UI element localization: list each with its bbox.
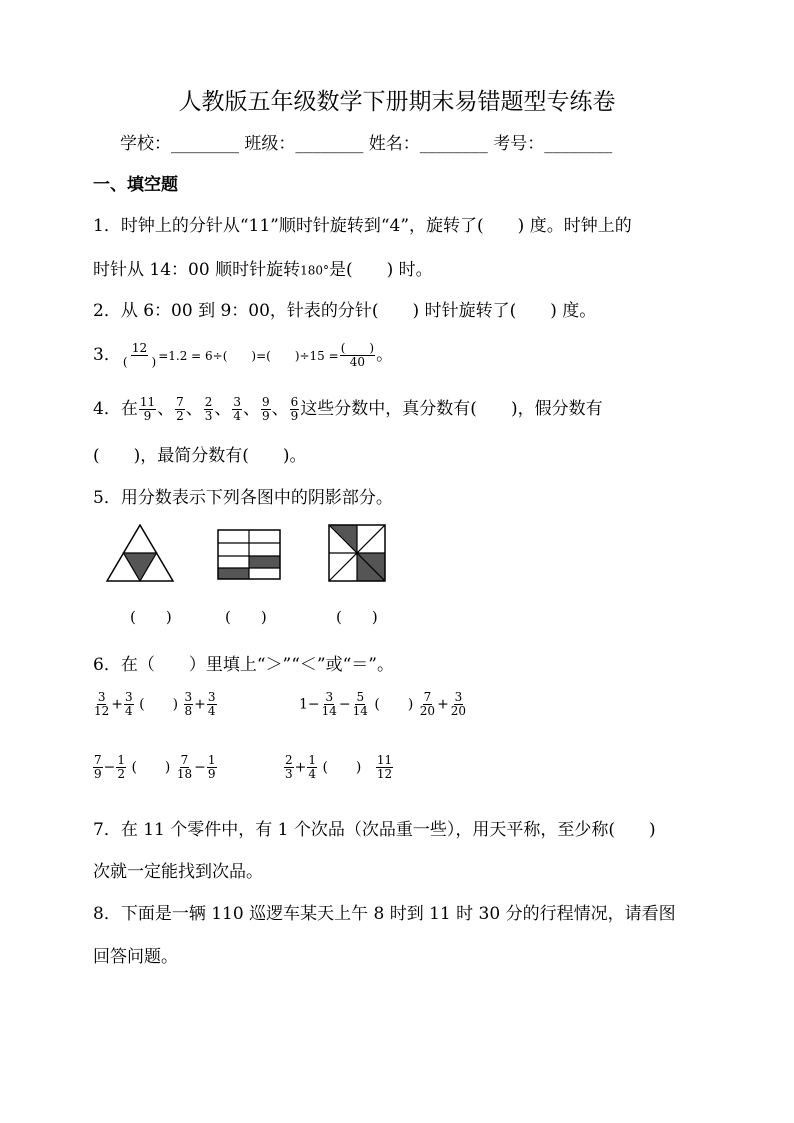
q1-text-a: 时针从 14：00 顺时针旋转 (93, 260, 301, 280)
fraction (321, 691, 338, 718)
frac-den: 8 (184, 704, 193, 718)
q4-prefix: 4．在 (93, 399, 138, 419)
q3-end: 。 (376, 345, 394, 365)
q3-f1-den: ( ) (122, 355, 157, 369)
operator: − (194, 759, 206, 776)
frac-den: 9 (207, 767, 216, 781)
q4-f0-den: 9 (143, 409, 152, 423)
q4-f2-num: 2 (204, 395, 213, 409)
question-4-line-2: ( )，最简分数有( )。 (93, 446, 307, 466)
q4-sep: 、 (214, 399, 232, 419)
q4-f1-den: 2 (176, 409, 184, 423)
fraction (93, 754, 103, 781)
frac-den: 20 (419, 704, 436, 718)
q3-middle: =1.2 = 6÷( )=( )÷15 = (158, 349, 339, 363)
question-1-line-1: 1．时钟上的分针从“11”顺时针旋转到“4”，旋转了( ) 度。时钟上的 (93, 216, 632, 236)
frac-num: 3 (125, 690, 133, 704)
q3-f2-den: 40 (349, 355, 366, 369)
figure-3-answer-blank: ( ) (336, 608, 378, 626)
q4-fraction (139, 396, 156, 423)
question-8-line-2: 回答问题。 (93, 947, 178, 967)
frac-num: 3 (184, 690, 193, 704)
fraction (352, 691, 369, 718)
frac-num: 3 (207, 690, 216, 704)
q4-f4-num: 9 (262, 395, 270, 409)
page-title: 人教版五年级数学下册期末易错题型专练卷 (178, 89, 616, 115)
q3-f2-num: ( ) (340, 341, 375, 355)
grid-rectangle-figure (217, 529, 281, 580)
frac-den: 14 (321, 704, 337, 718)
q4-f2-den: 3 (204, 409, 213, 423)
fraction (116, 754, 126, 781)
lead-term: 1− (299, 696, 320, 713)
compare-blank: ( ) (322, 759, 362, 776)
operator: − (103, 759, 116, 776)
q1-degree: 180° (300, 263, 329, 278)
q4-fraction (204, 396, 214, 423)
q3-prefix: 3． (93, 345, 121, 365)
q4-sep: 、 (271, 399, 289, 419)
fraction (284, 754, 294, 781)
square-diagonal-figure (328, 524, 386, 582)
fraction (207, 754, 217, 781)
operator: − (338, 696, 351, 713)
q4-sep: 、 (243, 399, 261, 419)
q4-f3-num: 3 (233, 395, 242, 409)
q4-f5-num: 6 (290, 395, 299, 409)
q4-f1-num: 7 (176, 395, 184, 409)
frac-num: 3 (454, 690, 463, 704)
frac-den: 12 (376, 767, 393, 781)
fraction (176, 754, 193, 781)
compare-item-4 (283, 754, 394, 781)
question-4-line-1 (93, 394, 603, 423)
frac-den: 18 (176, 767, 193, 781)
frac-den: 20 (450, 704, 467, 718)
compare-item-2 (299, 691, 468, 718)
frac-den: 4 (125, 704, 133, 718)
frac-den: 12 (94, 704, 110, 718)
compare-blank: ( ) (374, 696, 414, 713)
question-6: 6．在（ ）里填上“＞”“＜”或“＝”。 (93, 655, 394, 675)
frac-num: 7 (180, 753, 189, 767)
q3-fraction-2 (340, 342, 375, 369)
q4-f5-den: 9 (290, 409, 299, 423)
question-5: 5．用分数表示下列各图中的阴影部分。 (93, 488, 393, 508)
frac-num: 1 (308, 753, 317, 767)
frac-num: 1 (207, 753, 216, 767)
frac-num: 3 (97, 690, 106, 704)
q4-sep: 、 (157, 399, 175, 419)
fraction (93, 691, 110, 718)
frac-num: 11 (376, 753, 393, 767)
q3-fraction-1 (122, 342, 157, 369)
compare-blank: ( ) (131, 759, 171, 776)
fraction (184, 691, 194, 718)
student-info-line: 学校：________ 班级：________ 姓名：________ 考号：________ (120, 134, 613, 154)
frac-num: 2 (285, 753, 293, 767)
fraction (124, 691, 134, 718)
q1-text-c: 是( ) 时。 (328, 260, 433, 280)
fraction (450, 691, 467, 718)
q4-f3-den: 4 (233, 409, 242, 423)
frac-den: 14 (352, 704, 368, 718)
frac-den: 3 (285, 767, 293, 781)
q4-f0-num: 11 (139, 395, 156, 409)
compare-blank: ( ) (139, 696, 179, 713)
q4-fraction (290, 396, 300, 423)
frac-den: 4 (207, 704, 216, 718)
operator: + (111, 696, 124, 713)
question-7-line-2: 次就一定能找到次品。 (93, 862, 263, 882)
figure-2-answer-blank: ( ) (225, 608, 267, 626)
frac-den: 4 (308, 767, 317, 781)
frac-den: 2 (117, 767, 126, 781)
fraction (207, 691, 217, 718)
question-1-line-2 (93, 255, 433, 280)
question-8-line-1: 8．下面是一辆 110 巡逻车某天上午 8 时到 11 时 30 分的行程情况，请看图 (93, 904, 676, 924)
compare-item-1 (92, 691, 218, 718)
section-heading: 一、填空题 (93, 175, 178, 195)
fraction (307, 754, 317, 781)
q4-fraction (261, 396, 271, 423)
frac-num: 3 (325, 690, 334, 704)
frac-num: 7 (94, 753, 102, 767)
q4-suffix: 这些分数中，真分数有( )，假分数有 (300, 399, 603, 419)
q4-fraction (175, 396, 185, 423)
operator: + (437, 696, 449, 713)
q3-f1-num: 12 (131, 341, 148, 355)
triangle-figure (106, 524, 174, 582)
q4-f4-den: 9 (262, 409, 270, 423)
frac-den: 9 (94, 767, 102, 781)
frac-num: 7 (423, 690, 432, 704)
fraction (376, 754, 393, 781)
question-2: 2．从 6：00 到 9：00，针表的分针( ) 时针旋转了( ) 度。 (93, 301, 597, 321)
frac-num: 5 (356, 690, 365, 704)
question-3 (93, 340, 393, 369)
q4-sep: 、 (185, 399, 203, 419)
question-7-line-1: 7．在 11 个零件中，有 1 个次品（次品重一些），用天平称，至少称( ) (93, 820, 656, 840)
q4-fraction (232, 396, 242, 423)
operator: + (194, 696, 206, 713)
figure-1-answer-blank: ( ) (130, 608, 172, 626)
fraction (419, 691, 436, 718)
compare-item-3 (92, 754, 218, 781)
operator: + (294, 759, 307, 776)
frac-num: 1 (117, 753, 126, 767)
